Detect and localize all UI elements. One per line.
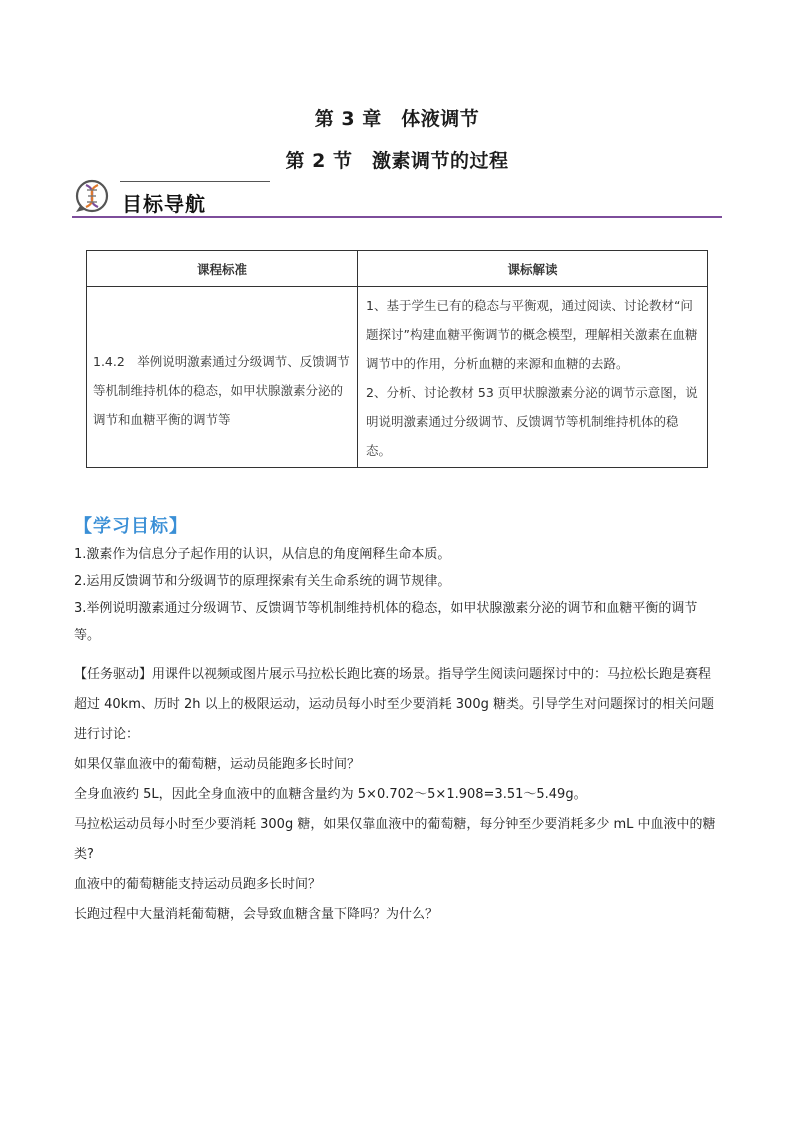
interpretation-item: 1、基于学生已有的稳态与平衡观，通过阅读、讨论教材“问题探讨”构建血糖平衡调节的概念模型，理解相关激素在血糖调节中的作用，分析血糖的来源和血糖的去路。	[366, 298, 698, 371]
standard-cell: 1.4.2 举例说明激素通过分级调节、反馈调节等机制维持机体的稳态，如甲状腺激素分泌的调节和血糖平衡的调节等	[87, 287, 358, 468]
header-course-standard: 课程标准	[87, 251, 358, 287]
banner-bottom-rule	[72, 216, 722, 218]
course-standards-table	[86, 250, 708, 468]
objective-item: 3.举例说明激素通过分级调节、反馈调节等机制维持机体的稳态，如甲状腺激素分泌的调节和血糖平衡的调节等。	[74, 601, 698, 643]
task-question: 长跑过程中大量消耗葡萄糖，会导致血糖含量下降吗？为什么？	[74, 907, 439, 922]
objectives-list	[74, 541, 722, 649]
dna-helix-icon	[72, 176, 112, 216]
goal-navigation-banner	[72, 176, 722, 222]
task-question: 马拉松运动员每小时至少要消耗 300g 糖，如果仅靠血液中的葡萄糖，每分钟至少要消耗多少 mL 中血液中的糖类?	[74, 817, 716, 862]
banner-top-rule	[120, 181, 270, 182]
table-row	[87, 287, 708, 468]
objective-item: 1.激素作为信息分子起作用的认识，从信息的角度阐释生命本质。	[74, 547, 451, 562]
objectives-heading: 【学习目标】	[74, 516, 188, 537]
task-question: 血液中的葡萄糖能支持运动员跑多长时间？	[74, 877, 322, 892]
task-section	[74, 660, 722, 930]
table-header-row	[87, 251, 708, 287]
objective-item: 2.运用反馈调节和分级调节的原理探索有关生命系统的调节规律。	[74, 574, 451, 589]
task-answer: 全身血液约 5L，因此全身血液中的血糖含量约为 5×0.702～5×1.908=3.51～5.49g。	[74, 787, 587, 802]
header-standard-interpretation: 课标解读	[358, 251, 708, 287]
task-question: 如果仅靠血液中的葡萄糖，运动员能跑多长时间？	[74, 757, 361, 772]
banner-label: 目标导航	[122, 192, 206, 216]
section-title: 第 2 节 激素调节的过程	[285, 150, 509, 172]
interpretation-item: 2、分析、讨论教材 53 页甲状腺激素分泌的调节示意图，说明说明激素通过分级调节、反馈调节等机制维持机体的稳态。	[366, 385, 698, 458]
interpretation-cell	[358, 287, 708, 468]
task-intro: 【任务驱动】用课件以视频或图片展示马拉松长跑比赛的场景。指导学生阅读问题探讨中的：马拉松长跑是赛程超过 40km、历时 2h 以上的极限运动，运动员每小时至少要消耗 300g 糖类。引导学生对问题探讨的相关问题进行讨论：	[74, 667, 714, 742]
chapter-title: 第 3 章 体液调节	[314, 108, 480, 130]
